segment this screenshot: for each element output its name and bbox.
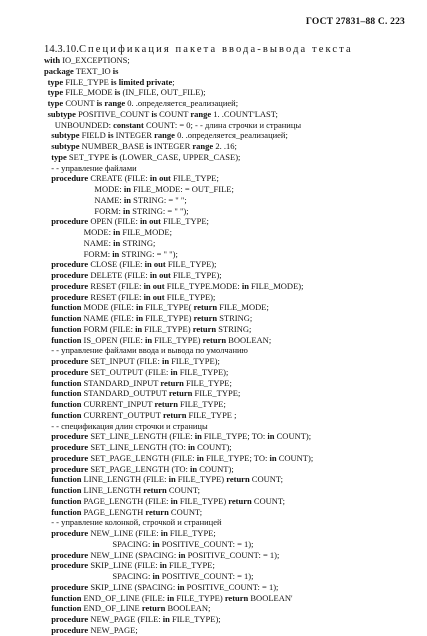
code-line: subtype POSITIVE_COUNT is COUNT range 1. .COUNT'LAST;	[47, 108, 278, 119]
code-line: type SET_TYPE is (LOWER_CASE, UPPER_CASE);	[51, 151, 241, 162]
code-line: function STANDARD_OUTPUT return FILE_TYPE;	[51, 388, 241, 399]
code-line: procedure SET_PAGE_LENGTH (FILE: in FILE_TYPE; TO: in COUNT);	[51, 452, 314, 463]
code-line: SPACING: in POSITIVE_COUNT: = 1);	[112, 538, 254, 549]
code-line: procedure SET_LINE_LENGTH (TO: in COUNT);	[51, 442, 232, 452]
code-line: - - управление файлами ввода и вывода по умолчанию	[51, 345, 248, 356]
code-line: function PAGE_LENGTH return COUNT;	[51, 506, 203, 517]
code-line: procedure CLOSE (FILE: in out FILE_TYPE);	[51, 259, 217, 270]
code-line: - - управление файлами	[51, 162, 137, 173]
code-line: procedure CREATE (FILE: in out FILE_TYPE;	[51, 173, 219, 184]
code-line: function PAGE_LENGTH (FILE: in FILE_TYPE) return COUNT;	[51, 495, 286, 506]
code-line: UNBOUNDED: constant COUNT: = 0; - - длина строчки и страницы	[54, 119, 302, 130]
code-line: FORM: in STRING: = " ");	[94, 205, 189, 216]
code-line: function LINE_LENGTH return COUNT;	[51, 485, 201, 495]
code-line: function CURRENT_OUTPUT return FILE_TYPE ;	[51, 409, 237, 420]
code-line: function IS_OPEN (FILE: in FILE_TYPE) return BOOLEAN;	[51, 334, 272, 345]
code-line: NAME: in STRING: = " ";	[94, 194, 187, 205]
code-line: procedure OPEN (FILE: in out FILE_TYPE;	[51, 216, 209, 227]
code-line: NAME: in STRING;	[83, 237, 156, 248]
code-line: procedure RESET (FILE: in out FILE_TYPE);	[51, 291, 216, 302]
code-line: procedure NEW_LINE (SPACING: in POSITIVE_COUNT: = 1);	[51, 549, 280, 560]
code-line: function END_OF_LINE return BOOLEAN;	[51, 603, 211, 614]
code-line: procedure NEW_LINE (FILE: in FILE_TYPE;	[51, 528, 216, 538]
code-line: procedure SKIP_LINE (SPACING: in POSITIVE_COUNT: = 1);	[51, 581, 279, 592]
code-line: procedure NEW_PAGE;	[51, 624, 138, 635]
code-line: FORM: in STRING: = " ");	[83, 248, 178, 259]
section-number: 14.3.10.	[44, 44, 79, 55]
code-line: function STANDARD_INPUT return FILE_TYPE;	[51, 377, 232, 388]
code-line: - - управление колонкой, строчкой и страницей	[51, 517, 222, 528]
code-line: function MODE (FILE: in FILE_TYPE( return FILE_MODE;	[51, 302, 269, 313]
code-line: procedure NEW_PAGE (FILE: in FILE_TYPE);	[51, 614, 221, 624]
section-title-text: Спецификация пакета ввода-вывода текста	[78, 44, 353, 55]
code-line: SPACING: in POSITIVE_COUNT: = 1);	[112, 571, 254, 581]
code-line: with IO_EXCEPTIONS;	[44, 55, 130, 65]
code-line: function LINE_LENGTH (FILE: in FILE_TYPE) return COUNT;	[51, 474, 283, 485]
code-line: subtype NUMBER_BASE is INTEGER range 2. .16;	[51, 141, 237, 151]
code-line: function FORM (FILE: in FILE_TYPE) return STRING;	[51, 323, 252, 334]
code-line: procedure SKIP_LINE (FILE: in FILE_TYPE;	[51, 560, 215, 571]
code-line: package TEXT_IO is	[44, 65, 119, 76]
code-line: type FILE_TYPE is limited private;	[47, 76, 175, 87]
section-title	[44, 44, 353, 55]
code-line: function CURRENT_INPUT return FILE_TYPE;	[51, 399, 226, 409]
code-line: function NAME (FILE: in FILE_TYPE) return STRING;	[51, 313, 253, 323]
code-line: procedure SET_LINE_LENGTH (FILE: in FILE_TYPE; TO: in COUNT);	[51, 431, 312, 442]
code-line: type COUNT is range 0. .определяется_реализацией;	[47, 98, 239, 108]
code-line: procedure SET_PAGE_LENGTH (TO: in COUNT);	[51, 463, 234, 474]
code-line: type FILE_MODE is (IN_FILE, OUT_FILE);	[47, 87, 206, 98]
code-line: function END_OF_LINE (FILE: in FILE_TYPE) return BOOLEAN'	[51, 592, 293, 603]
code-line: procedure SET_INPUT (FILE: in FILE_TYPE);	[51, 356, 220, 366]
code-line: subtype FIELD is INTEGER range 0. .определяется_реализацией;	[51, 130, 288, 141]
code-line: MODE: in FILE_MODE;	[83, 227, 172, 237]
code-line: procedure SET_OUTPUT (FILE: in FILE_TYPE);	[51, 366, 229, 377]
code-line: MODE: in FILE_MODE: = OUT_FILE;	[94, 184, 234, 194]
code-line: - - спецификация длин строчки и страницы	[51, 420, 208, 431]
code-line: procedure DELETE (FILE: in out FILE_TYPE);	[51, 270, 222, 280]
page-header: ГОСТ 27831–88 С. 223	[305, 17, 405, 27]
code-listing	[44, 55, 313, 636]
code-line: procedure RESET (FILE: in out FILE_TYPE.MODE: in FILE_MODE);	[51, 280, 304, 291]
